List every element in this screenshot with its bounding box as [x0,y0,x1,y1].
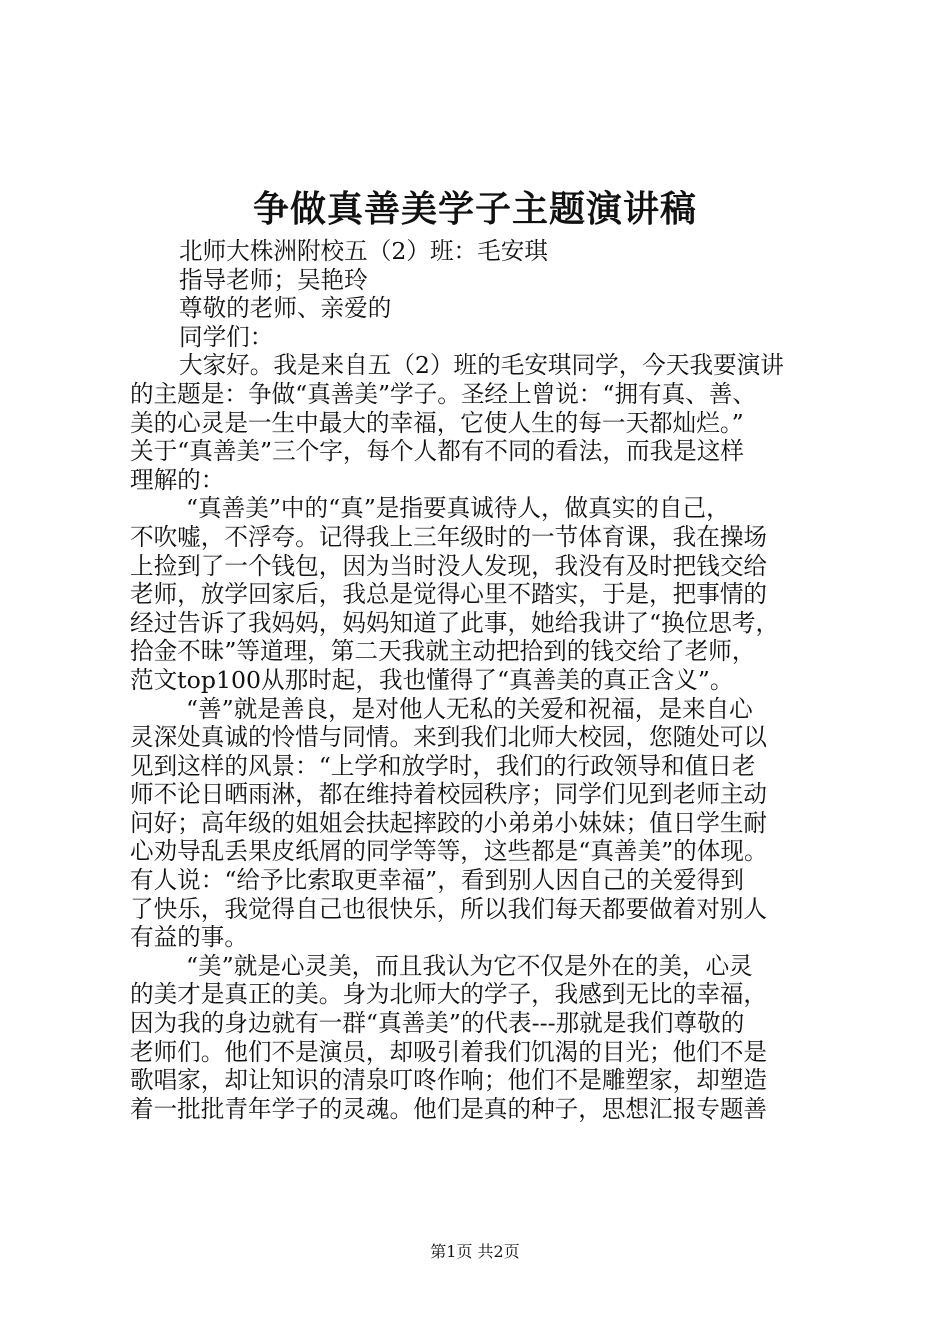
text-line: 老师，放学回家后，我总是觉得心里不踏实，于是，把事情的 [130,580,768,609]
text-line: 灵深处真诚的怜惜与同情。来到我们北师大校园，您随处可以 [130,723,768,752]
text-line: 因为我的身边就有一群“真善美”的代表---那就是我们尊敬的 [130,1009,745,1038]
text-line: 关于“真善美”三个字，每个人都有不同的看法，而我是这样 [130,437,744,466]
text-line: 老师们。他们不是演员，却吸引着我们饥渴的目光；他们不是 [130,1037,768,1066]
text-line: 尊敬的老师、亲爱的 [179,294,392,323]
text-line: 大家好。我是来自五（2）班的毛安琪同学，今天我要演讲 [179,351,784,380]
page-number-footer: 第1页 共2页 [430,1242,520,1261]
text-line: “善”就是善良，是对他人无私的关爱和祝福，是来自心 [186,694,753,723]
text-line: 有人说：“给予比索取更幸福”，看到别人因自己的关爱得到 [130,866,744,895]
text-line: 不吹嘘，不浮夸。记得我上三年级时的一节体育课，我在操场 [130,522,768,551]
document-title: 争做真善美学子主题演讲稿 [252,188,697,230]
text-line: 理解的： [130,465,225,494]
text-line: 上捡到了一个钱包，因为当时没人发现，我没有及时把钱交给 [130,551,768,580]
text-line: 北师大株洲附校五（2）班：毛安琪 [179,237,548,265]
text-line: 的美才是真正的美。身为北师大的学子，我感到无比的幸福， [130,980,768,1009]
document-body [130,237,830,1123]
text-line: 有益的事。 [130,923,248,952]
text-line: 心劝导乱丢果皮纸屑的同学等等，这些都是“真善美”的体现。 [130,837,768,866]
text-line: 着一批批青年学子的灵魂。他们是真的种子，思想汇报专题善 [130,1094,768,1123]
text-line: 同学们： [179,322,274,351]
text-line: 拾金不昧”等道理，第二天我就主动把拾到的钱交给了老师， [130,637,756,666]
text-line: 见到这样的风景：“上学和放学时，我们的行政领导和值日老 [130,751,756,780]
text-line: 的主题是：争做“真善美”学子。圣经上曾说：“拥有真、善、 [130,379,757,408]
text-line: 经过告诉了我妈妈，妈妈知道了此事，她给我讲了“换位思考， [130,608,780,637]
text-line: 了快乐，我觉得自己也很快乐，所以我们每天都要做着对别人 [130,894,768,923]
text-line: “美”就是心灵美，而且我认为它不仅是外在的美，心灵 [186,951,753,980]
text-line: 师不论日晒雨淋，都在维持着校园秩序；同学们见到老师主动 [130,780,768,809]
text-line: “真善美”中的“真”是指要真诚待人，做真实的自己， [186,494,730,523]
text-line: 指导老师；吴艳玲 [179,265,368,294]
text-line: 问好；高年级的姐姐会扶起摔跤的小弟弟小妹妹；值日学生耐 [130,808,768,837]
text-line: 美的心灵是一生中最大的幸福，它使人生的每一天都灿烂。” [130,408,744,437]
text-line: 歌唱家，却让知识的清泉叮咚作响；他们不是雕塑家，却塑造 [130,1066,768,1095]
text-line: 范文top100从那时起，我也懂得了“真善美的真正含义”。 [130,665,734,694]
